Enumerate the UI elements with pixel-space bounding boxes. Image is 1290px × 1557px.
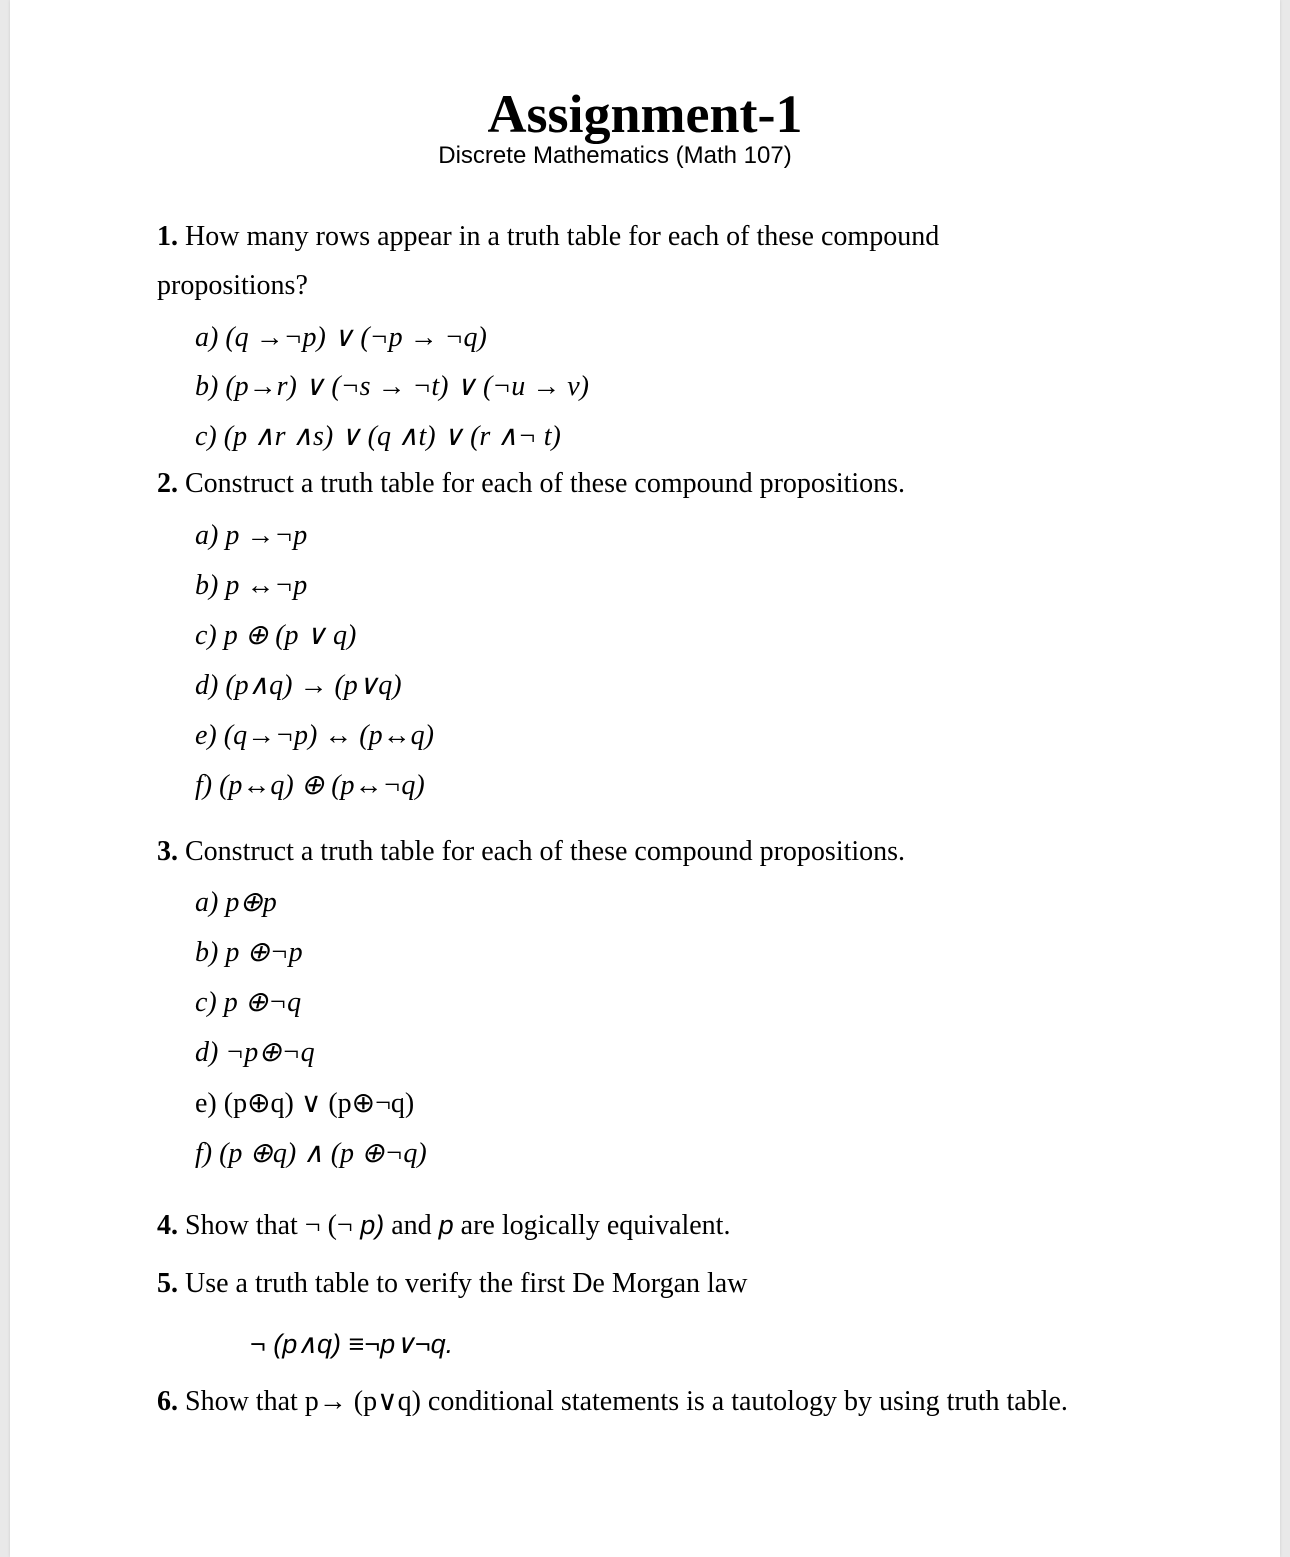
list-item: a) p⊕p <box>195 887 277 918</box>
list-item: b) p ↔¬p <box>195 570 308 601</box>
question-text: Construct a truth table for each of these compound propositions. <box>185 836 906 867</box>
question-4 <box>157 1209 730 1242</box>
page-subtitle: Discrete Mathematics (Math 107) <box>438 142 792 169</box>
question-text: Construct a truth table for each of these compound propositions. <box>185 468 906 499</box>
question-text: Use a truth table to verify the first De Morgan law <box>185 1268 748 1299</box>
list-item: d) ¬p⊕¬q <box>195 1037 315 1068</box>
question-6 <box>157 1386 1068 1418</box>
list-item: f) (p↔q) ⊕ (p↔¬q) <box>195 770 425 801</box>
de-morgan-formula: ¬ (p∧q) ≡¬p∨¬q. <box>250 1329 454 1359</box>
question-1-continued: propositions? <box>157 270 308 301</box>
question-number: 3. <box>157 836 178 867</box>
question-text: are logically equivalent. <box>453 1210 731 1241</box>
list-item: a) (q →¬p) ∨ (¬p → ¬q) <box>195 322 487 353</box>
question-5 <box>157 1268 747 1300</box>
list-item: c) (p ∧r ∧s) ∨ (q ∧t) ∨ (r ∧¬ t) <box>195 421 561 452</box>
list-item: e) (q→¬p) ↔ (p↔q) <box>195 720 434 751</box>
math-variable: p <box>438 1210 454 1240</box>
question-number: 2. <box>157 468 178 499</box>
list-item: b) p ⊕¬p <box>195 937 303 968</box>
list-item: a) p →¬p <box>195 520 308 551</box>
question-number: 5. <box>157 1268 178 1299</box>
question-text: Show that p→ (p∨q) conditional statements is a tautology by using truth table. <box>185 1386 1068 1417</box>
page-title: Assignment-1 <box>487 84 803 144</box>
question-number: 6. <box>157 1386 178 1417</box>
question-1 <box>157 221 939 253</box>
list-item: c) p ⊕ (p ∨ q) <box>195 620 357 651</box>
list-item: e) (p⊕q) ∨ (p⊕¬q) <box>195 1088 415 1119</box>
math-variable: p) <box>352 1210 385 1240</box>
list-item: c) p ⊕¬q <box>195 987 302 1018</box>
list-item: f) (p ⊕q) ∧ (p ⊕¬q) <box>195 1138 427 1169</box>
question-number: 4. <box>157 1210 178 1241</box>
list-item: b) (p→r) ∨ (¬s → ¬t) ∨ (¬u → v) <box>195 371 589 402</box>
list-item: d) (p∧q) → (p∨q) <box>195 670 402 701</box>
question-number: 1. <box>157 221 178 252</box>
question-text: and <box>384 1210 439 1241</box>
question-3 <box>157 836 905 868</box>
question-2 <box>157 468 905 500</box>
question-text: How many rows appear in a truth table for each of these compound <box>185 221 940 252</box>
question-text: Show that ¬ (¬ <box>185 1210 353 1241</box>
